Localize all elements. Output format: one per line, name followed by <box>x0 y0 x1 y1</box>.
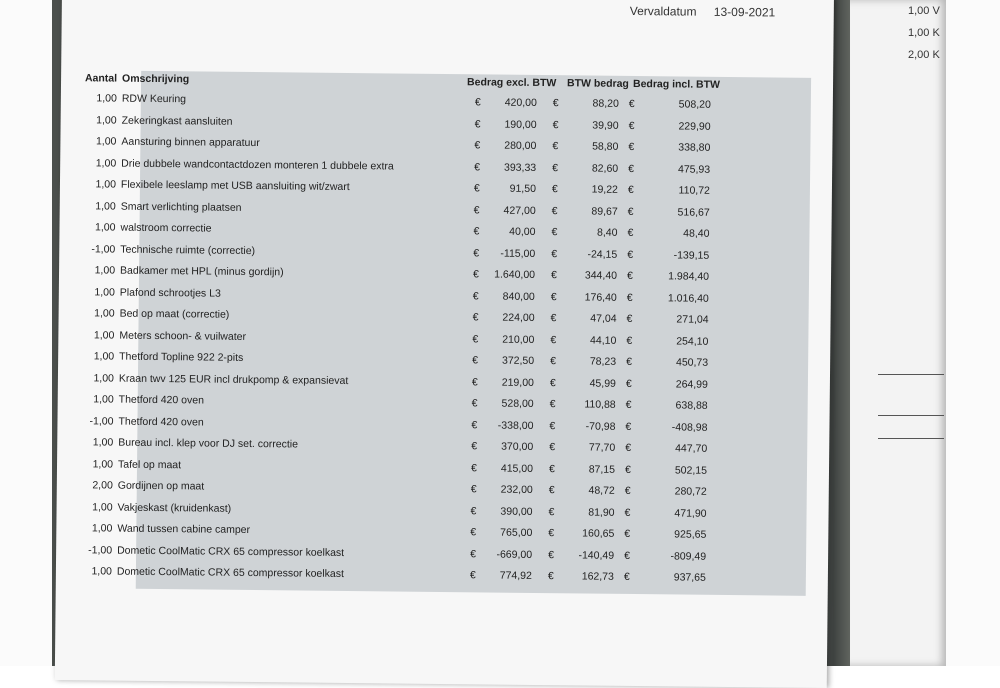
btw-cell: 87,15 <box>588 463 616 476</box>
currency-symbol: € <box>627 248 634 261</box>
due-date-label: Vervaldatum <box>629 3 697 19</box>
currency-symbol: € <box>624 463 631 476</box>
incl-cell: 271,04 <box>676 313 709 326</box>
incl-cell: 280,72 <box>674 485 707 498</box>
currency-symbol: € <box>550 355 557 368</box>
incl-cell: 475,93 <box>677 162 711 176</box>
currency-symbol: € <box>549 441 556 454</box>
currency-symbol: € <box>623 570 630 583</box>
currency-symbol: € <box>470 547 477 560</box>
qty-cell: 1,00 <box>95 178 117 191</box>
btw-cell: 19,22 <box>591 183 619 196</box>
currency-symbol: € <box>470 483 477 496</box>
desc-cell: Zekeringkast aansluiten <box>121 114 233 128</box>
currency-symbol: € <box>624 527 631 540</box>
desc-cell: Dometic CoolMatic CRX 65 compressor koelkast <box>117 544 345 559</box>
currency-symbol: € <box>628 119 635 132</box>
next-page-rule <box>878 438 944 439</box>
invoice-page <box>55 0 834 688</box>
qty-cell: 1,00 <box>91 522 113 535</box>
incl-cell: 937,65 <box>673 571 706 584</box>
currency-symbol: € <box>552 118 559 131</box>
currency-symbol: € <box>471 375 478 388</box>
incl-cell: -809,49 <box>670 549 707 563</box>
currency-symbol: € <box>624 506 631 519</box>
currency-symbol: € <box>471 440 478 453</box>
btw-cell: 44,10 <box>590 334 617 347</box>
btw-cell: 58,80 <box>592 140 619 153</box>
currency-symbol: € <box>548 527 555 540</box>
currency-symbol: € <box>471 397 478 410</box>
header-btw: BTW bedrag <box>566 77 629 90</box>
desc-cell: Bureau incl. klep voor DJ set. correctie <box>118 436 299 451</box>
currency-symbol: € <box>472 289 479 302</box>
qty-cell: -1,00 <box>88 543 113 557</box>
qty-cell: 1,00 <box>95 156 117 170</box>
btw-cell: 88,20 <box>592 97 619 110</box>
desc-cell: walstroom correctie <box>120 221 212 235</box>
btw-cell: 39,90 <box>592 119 619 132</box>
currency-symbol: € <box>470 526 477 539</box>
btw-cell: 48,72 <box>588 484 615 497</box>
currency-symbol: € <box>548 548 555 561</box>
excl-cell: 219,00 <box>501 376 534 389</box>
excl-cell: 372,50 <box>501 354 535 367</box>
btw-cell: 160,65 <box>582 527 615 540</box>
excl-cell: -115,00 <box>500 247 536 260</box>
excl-cell: -669,00 <box>496 548 533 561</box>
currency-symbol: € <box>551 204 558 217</box>
currency-symbol: € <box>625 441 632 454</box>
excl-cell: 370,00 <box>501 440 534 453</box>
header-desc: Omschrijving <box>122 72 190 86</box>
qty-cell: 2,00 <box>92 479 113 492</box>
currency-symbol: € <box>474 160 481 173</box>
excl-cell: 91,50 <box>509 182 537 195</box>
excl-cell: 420,00 <box>504 96 537 109</box>
currency-symbol: € <box>550 312 557 325</box>
next-page-row: 1,00 K <box>908 27 940 39</box>
currency-symbol: € <box>548 462 555 475</box>
currency-symbol: € <box>628 162 635 175</box>
currency-symbol: € <box>551 247 558 260</box>
currency-symbol: € <box>550 333 557 346</box>
btw-cell: 81,90 <box>588 506 615 519</box>
currency-symbol: € <box>552 161 559 174</box>
qty-cell: 1,00 <box>93 350 115 363</box>
qty-cell: -1,00 <box>89 414 114 428</box>
incl-cell: 229,90 <box>678 119 711 133</box>
btw-cell: 110,88 <box>584 398 616 411</box>
currency-symbol: € <box>473 225 480 238</box>
qty-cell: 1,00 <box>94 264 116 277</box>
desc-cell: Thetford 420 oven <box>118 393 205 407</box>
next-page-rows <box>908 0 940 66</box>
currency-symbol: € <box>625 420 632 433</box>
currency-symbol: € <box>625 398 632 411</box>
desc-cell: Gordijnen op maat <box>117 479 205 493</box>
btw-cell: 344,40 <box>584 269 618 282</box>
qty-cell: 1,00 <box>92 500 113 514</box>
incl-cell: 110,72 <box>678 184 710 197</box>
desc-cell: Dometic CoolMatic CRX 65 compressor koelkast <box>116 565 344 580</box>
desc-cell: Wand tussen cabine camper <box>117 522 251 536</box>
qty-cell: 1,00 <box>95 199 116 213</box>
currency-symbol: € <box>474 139 481 152</box>
currency-symbol: € <box>550 290 557 303</box>
currency-symbol: € <box>625 377 632 390</box>
incl-cell: 516,67 <box>677 205 710 219</box>
incl-cell: 264,99 <box>675 377 708 391</box>
qty-cell: 1,00 <box>94 307 115 320</box>
qty-cell: 1,00 <box>92 457 114 471</box>
invoice-table <box>84 71 811 596</box>
btw-cell: 47,04 <box>590 312 617 325</box>
currency-symbol: € <box>551 226 558 239</box>
currency-symbol: € <box>471 418 478 431</box>
desc-cell: Badkamer met HPL (minus gordijn) <box>120 264 284 279</box>
btw-cell: 82,60 <box>591 162 619 175</box>
currency-symbol: € <box>474 96 481 109</box>
excl-cell: 1.640,00 <box>494 268 536 281</box>
incl-cell: 254,10 <box>676 334 709 348</box>
incl-cell: -408,98 <box>671 420 708 434</box>
excl-cell: 774,92 <box>499 569 532 582</box>
btw-cell: -24,15 <box>587 248 618 261</box>
currency-symbol: € <box>473 203 480 216</box>
desc-cell: Thetford Topline 922 2-pits <box>119 350 244 364</box>
qty-cell: 1,00 <box>91 565 112 578</box>
due-date-value: 13-09-2021 <box>713 4 776 20</box>
header-qty: Aantal <box>84 72 118 85</box>
currency-symbol: € <box>628 140 635 154</box>
currency-symbol: € <box>550 269 557 282</box>
desc-cell: Thetford 420 oven <box>118 415 204 429</box>
currency-symbol: € <box>548 505 555 518</box>
btw-cell: 78,23 <box>589 355 617 368</box>
incl-cell: 508,20 <box>678 98 711 111</box>
desc-cell: Aansturing binnen apparatuur <box>121 135 260 150</box>
excl-cell: 224,00 <box>502 311 535 324</box>
background-right <box>940 0 1000 666</box>
excl-cell: 840,00 <box>502 290 535 303</box>
desc-cell: Technische ruimte (correctie) <box>120 243 256 257</box>
next-page-row: 1,00 V <box>908 5 940 17</box>
incl-cell: 450,73 <box>675 356 709 369</box>
excl-cell: 393,33 <box>503 161 537 174</box>
excl-cell: -338,00 <box>497 419 534 432</box>
excl-cell: 390,00 <box>500 505 533 518</box>
currency-symbol: € <box>552 97 559 110</box>
qty-cell: 1,00 <box>95 135 117 148</box>
qty-cell: 1,00 <box>96 113 117 127</box>
currency-symbol: € <box>626 312 633 325</box>
desc-cell: Bed op maat (correctie) <box>119 307 230 321</box>
currency-symbol: € <box>627 205 634 218</box>
btw-cell: -70,98 <box>585 420 616 433</box>
currency-symbol: € <box>472 311 479 324</box>
incl-cell: 447,70 <box>675 442 708 455</box>
excl-cell: 415,00 <box>500 462 534 475</box>
btw-cell: -140,49 <box>578 548 615 562</box>
incl-cell: 1.984,40 <box>668 270 710 283</box>
currency-symbol: € <box>472 354 479 367</box>
currency-symbol: € <box>472 332 479 345</box>
excl-cell: 765,00 <box>500 526 533 539</box>
incl-cell: 502,15 <box>674 463 708 477</box>
currency-symbol: € <box>626 334 633 347</box>
currency-symbol: € <box>552 140 559 153</box>
btw-cell: 162,73 <box>581 570 614 583</box>
qty-cell: -1,00 <box>91 242 116 256</box>
desc-cell: RDW Keuring <box>121 92 187 106</box>
qty-cell: 1,00 <box>93 328 115 342</box>
qty-cell: 1,00 <box>92 436 114 449</box>
currency-symbol: € <box>626 355 633 368</box>
next-page-rule <box>878 374 944 375</box>
currency-symbol: € <box>549 376 556 389</box>
excl-cell: 280,00 <box>504 139 537 152</box>
currency-symbol: € <box>474 117 481 130</box>
btw-cell: 45,99 <box>589 377 616 390</box>
excl-cell: 528,00 <box>501 397 534 410</box>
header-incl: Bedrag incl. BTW <box>632 77 721 91</box>
incl-cell: 638,88 <box>675 399 708 412</box>
excl-cell: 190,00 <box>504 118 537 131</box>
btw-cell: 89,67 <box>591 205 618 218</box>
qty-cell: 1,00 <box>94 285 115 299</box>
btw-cell: 176,40 <box>584 290 617 304</box>
desc-cell: Tafel op maat <box>117 458 182 471</box>
currency-symbol: € <box>626 291 633 304</box>
desc-cell: Kraan twv 125 EUR incl drukpomp & expansievat <box>118 372 349 387</box>
next-page <box>846 0 946 666</box>
currency-symbol: € <box>626 269 633 282</box>
excl-cell: 232,00 <box>500 483 533 496</box>
currency-symbol: € <box>473 182 480 195</box>
currency-symbol: € <box>548 484 555 497</box>
currency-symbol: € <box>624 549 631 562</box>
incl-cell: 338,80 <box>678 141 711 154</box>
excl-cell: 40,00 <box>509 225 536 238</box>
desc-cell: Plafond schrootjes L3 <box>119 286 221 300</box>
currency-symbol: € <box>627 226 634 239</box>
qty-cell: 1,00 <box>93 393 114 406</box>
excl-cell: 427,00 <box>503 204 536 217</box>
desc-cell: Vakjeskast (kruidenkast) <box>117 501 232 515</box>
currency-symbol: € <box>547 570 554 583</box>
desc-cell: Smart verlichting plaatsen <box>120 200 242 214</box>
currency-symbol: € <box>549 419 556 432</box>
currency-symbol: € <box>551 183 558 196</box>
incl-cell: 471,90 <box>674 506 707 520</box>
currency-symbol: € <box>472 268 479 281</box>
btw-cell: 77,70 <box>588 441 616 454</box>
desc-cell: Drie dubbele wandcontactdozen monteren 1 dubbele extra <box>121 157 394 172</box>
excl-cell: 210,00 <box>502 333 535 346</box>
qty-cell: 1,00 <box>96 92 117 105</box>
desc-cell: Flexibele leeslamp met USB aansluiting wit/zwart <box>120 178 350 194</box>
incl-cell: 925,65 <box>674 528 707 541</box>
incl-cell: -139,15 <box>673 248 710 262</box>
desc-cell: Meters schoon- & vuilwater <box>119 329 247 343</box>
next-page-rule <box>878 415 944 416</box>
currency-symbol: € <box>549 398 556 411</box>
currency-symbol: € <box>628 97 635 111</box>
background-left <box>0 0 60 666</box>
qty-cell: 1,00 <box>93 371 115 385</box>
currency-symbol: € <box>627 183 634 196</box>
currency-symbol: € <box>473 246 480 259</box>
due-date <box>630 4 776 20</box>
next-page-row: 2,00 K <box>908 49 940 61</box>
currency-symbol: € <box>470 461 477 474</box>
incl-cell: 48,40 <box>683 227 710 240</box>
qty-cell: 1,00 <box>95 221 116 234</box>
currency-symbol: € <box>624 484 631 497</box>
incl-cell: 1.016,40 <box>667 291 709 305</box>
currency-symbol: € <box>470 504 477 517</box>
btw-cell: 8,40 <box>596 226 618 239</box>
currency-symbol: € <box>469 569 476 582</box>
header-excl: Bedrag excl. BTW <box>466 76 557 90</box>
